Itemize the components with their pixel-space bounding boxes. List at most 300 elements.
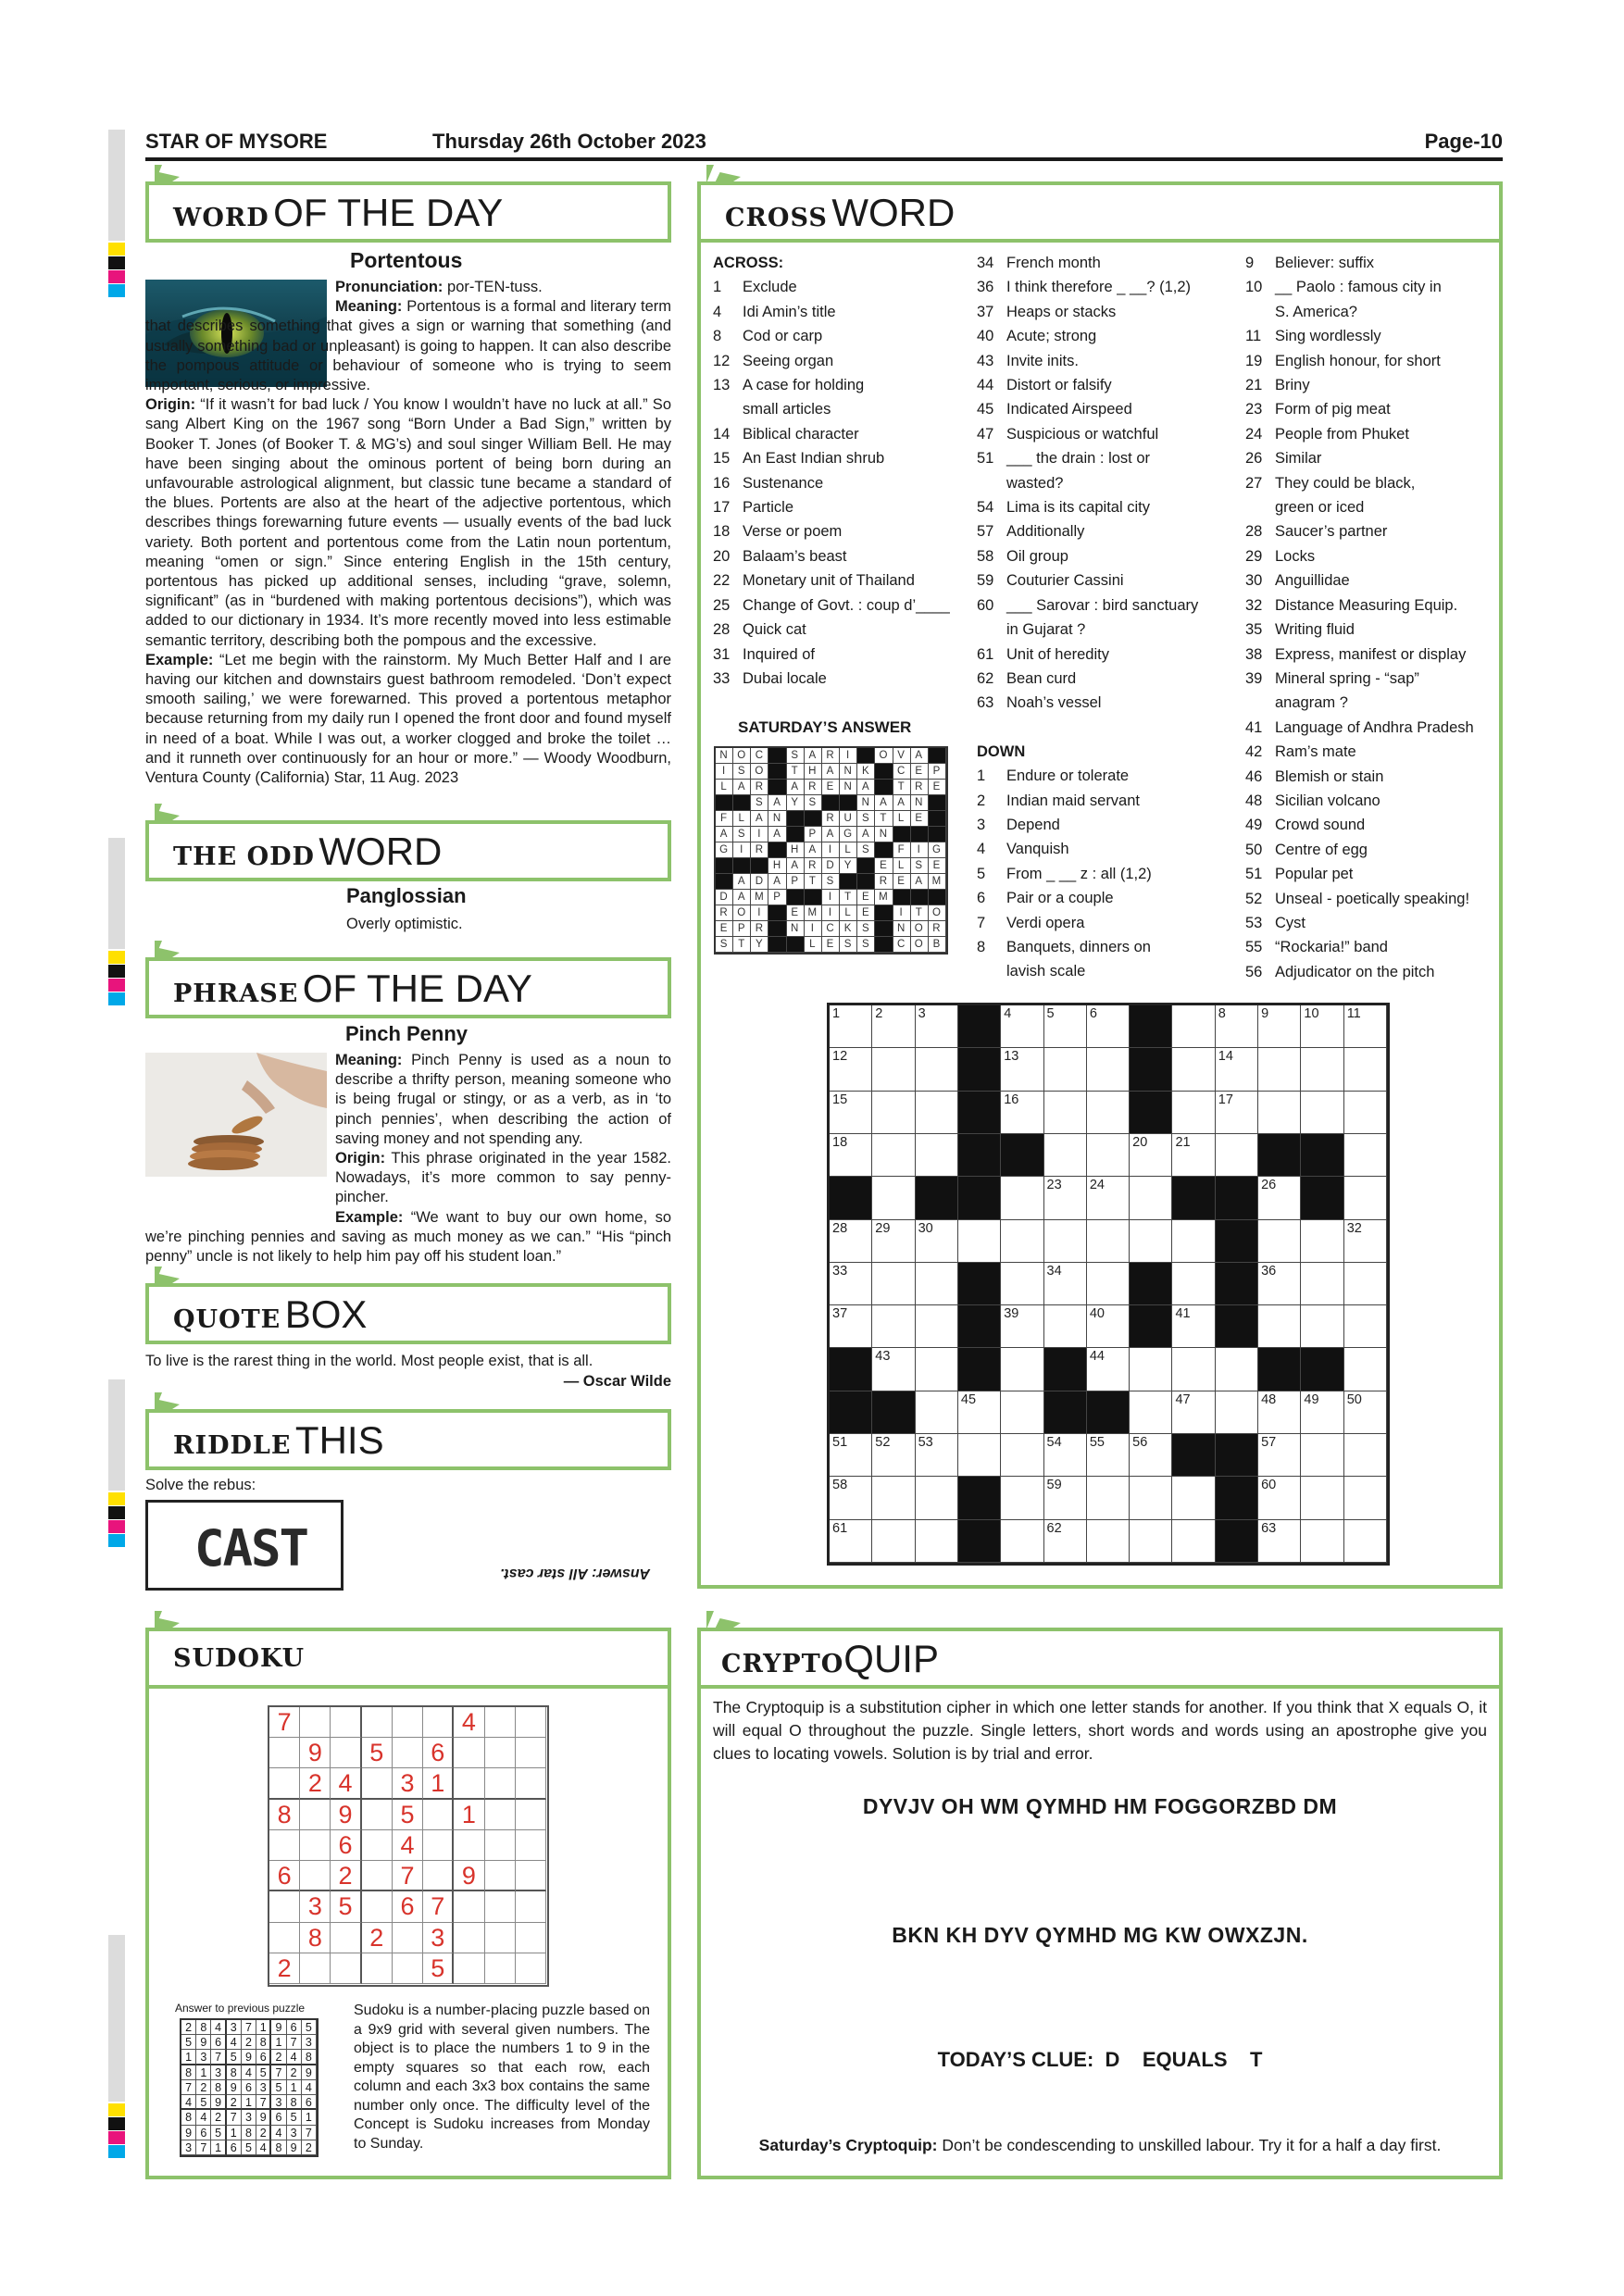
grid-cell[interactable] <box>830 1520 872 1563</box>
clue-number: 2 <box>977 792 986 809</box>
clue-number: 51 <box>977 450 994 468</box>
clue-text: Sing wordlessly <box>1275 328 1381 345</box>
grid-cell[interactable] <box>958 1220 1001 1263</box>
answer-digit: 9 <box>227 2080 242 2095</box>
sudoku-cell[interactable] <box>485 1738 516 1768</box>
answer-cell: I <box>733 842 751 858</box>
quote-text: To live is the rarest thing in the world. Most people exist, that is all. <box>145 1353 593 1369</box>
grid-cell[interactable] <box>1344 1134 1387 1177</box>
clue <box>1245 789 1474 813</box>
answer-cell: R <box>751 921 768 937</box>
clue <box>713 373 950 397</box>
grid-cell[interactable] <box>1216 1134 1258 1177</box>
grid-cell[interactable] <box>1258 1263 1301 1305</box>
answer-digit: 5 <box>302 2020 317 2035</box>
clue <box>1245 813 1474 837</box>
sudoku-cell[interactable] <box>393 1738 423 1768</box>
grid-cell[interactable] <box>1001 1092 1043 1134</box>
grid-cell[interactable] <box>830 1048 872 1091</box>
grid-cell[interactable] <box>1216 1348 1258 1391</box>
grid-cell[interactable] <box>1258 1305 1301 1348</box>
grid-cell[interactable] <box>1344 1520 1387 1563</box>
grid-cell[interactable] <box>1130 1477 1172 1519</box>
grid-block <box>1258 1134 1301 1177</box>
answer-digit: 2 <box>242 2035 256 2050</box>
grid-cell[interactable] <box>1001 1220 1043 1263</box>
answer-digit: 9 <box>256 2110 271 2125</box>
sudoku-cell[interactable] <box>362 1891 393 1922</box>
grid-cell[interactable] <box>1044 1477 1087 1519</box>
grid-cell[interactable] <box>1087 1305 1130 1348</box>
grid-cell[interactable] <box>1301 1048 1343 1091</box>
clue-text: ___ Sarovar : bird sanctuary <box>1006 596 1199 614</box>
clue <box>713 495 950 519</box>
cell-number: 51 <box>832 1435 848 1451</box>
sudoku-cell[interactable] <box>516 1707 546 1738</box>
sudoku-cell[interactable] <box>516 1923 546 1953</box>
answer-block <box>857 858 875 874</box>
grid-cell[interactable] <box>1044 1434 1087 1477</box>
grid-cell[interactable] <box>1172 1520 1215 1563</box>
grid-cell[interactable] <box>872 1134 915 1177</box>
title-small: PHRASE <box>173 980 299 1008</box>
sudoku-cell[interactable] <box>454 1738 484 1768</box>
grid-cell[interactable] <box>1258 1092 1301 1134</box>
cell-number: 36 <box>1261 1263 1277 1279</box>
clue-number: 60 <box>977 596 994 614</box>
answer-cell: Y <box>840 858 857 874</box>
clue <box>1245 324 1474 348</box>
clue-text: Pair or a couple <box>1006 890 1114 907</box>
answer-digit: 3 <box>242 2110 256 2125</box>
grid-cell[interactable] <box>1344 1348 1387 1391</box>
grid-cell[interactable] <box>1130 1434 1172 1477</box>
grid-cell[interactable] <box>872 1348 915 1391</box>
grid-cell[interactable] <box>1172 1005 1215 1048</box>
clue <box>1245 667 1474 691</box>
clue-text: Additionally <box>1006 523 1085 541</box>
grid-cell[interactable] <box>1001 1005 1043 1048</box>
grid-cell[interactable] <box>830 1220 872 1263</box>
answer-digit: 7 <box>227 2110 242 2125</box>
grid-cell[interactable] <box>1344 1177 1387 1219</box>
grid-cell[interactable] <box>1044 1177 1087 1219</box>
sudoku-cell[interactable] <box>485 1768 516 1799</box>
grid-cell[interactable] <box>1301 1220 1343 1263</box>
sudoku-cell[interactable] <box>485 1707 516 1738</box>
cell-number: 45 <box>960 1391 977 1407</box>
answer-cell: I <box>751 827 768 842</box>
answer-digit: 3 <box>181 2140 196 2155</box>
sudoku-cell[interactable] <box>393 1707 423 1738</box>
sudoku-cell[interactable] <box>300 1707 331 1738</box>
sudoku-cell[interactable] <box>331 1738 361 1768</box>
grid-cell[interactable] <box>958 1391 1001 1434</box>
clue <box>1245 397 1474 421</box>
grid-block <box>958 1092 1001 1134</box>
answer-digit: 4 <box>287 2050 302 2065</box>
grid-cell[interactable] <box>1087 1048 1130 1091</box>
grid-block <box>958 1005 1001 1048</box>
pronunciation: por-TEN-tuss. <box>447 279 543 295</box>
clue-number: 11 <box>1245 328 1262 345</box>
sudoku-cell[interactable] <box>423 1707 454 1738</box>
answer-digit: 1 <box>181 2050 196 2065</box>
sudoku-cell[interactable] <box>393 1923 423 1953</box>
answer-cell: I <box>822 890 840 905</box>
clue-number: 38 <box>1245 645 1263 663</box>
clue-number: 61 <box>977 645 994 663</box>
clue-text: An East Indian shrub <box>743 450 885 468</box>
sudoku-cell[interactable] <box>485 1923 516 1953</box>
sudoku-cell[interactable] <box>516 1891 546 1922</box>
sudoku-cell[interactable] <box>393 1953 423 1984</box>
grid-block <box>1216 1434 1258 1477</box>
sudoku-cell[interactable] <box>269 1891 300 1922</box>
grid-cell[interactable] <box>1001 1048 1043 1091</box>
grid-cell[interactable] <box>1344 1048 1387 1091</box>
grid-cell[interactable] <box>872 1220 915 1263</box>
sudoku-cell[interactable] <box>516 1738 546 1768</box>
answer-block <box>929 795 946 811</box>
grid-cell[interactable] <box>1087 1477 1130 1519</box>
grid-cell[interactable] <box>1044 1092 1087 1134</box>
grid-cell[interactable] <box>1301 1092 1343 1134</box>
grid-cell[interactable] <box>916 1477 958 1519</box>
grid-cell[interactable] <box>1172 1348 1215 1391</box>
grid-cell[interactable] <box>1258 1177 1301 1219</box>
answer-digit: 3 <box>211 2065 226 2080</box>
answer-cell: A <box>733 890 751 905</box>
grid-cell[interactable] <box>1087 1520 1130 1563</box>
sudoku-cell[interactable] <box>516 1768 546 1799</box>
sudoku-cell[interactable] <box>362 1768 393 1799</box>
sudoku-cell[interactable] <box>269 1923 300 1953</box>
grid-cell[interactable] <box>1258 1477 1301 1519</box>
word-of-day-body <box>145 278 671 788</box>
grid-cell[interactable] <box>872 1305 915 1348</box>
cell-number: 55 <box>1089 1435 1105 1451</box>
sudoku-cell[interactable] <box>300 1800 331 1830</box>
grid-cell[interactable] <box>916 1005 958 1048</box>
grid-cell[interactable] <box>1301 1305 1343 1348</box>
grid-cell[interactable] <box>1044 1220 1087 1263</box>
cell-number: 40 <box>1089 1306 1105 1322</box>
registration-cyan <box>108 284 125 297</box>
grid-cell[interactable] <box>1172 1134 1215 1177</box>
grid-cell[interactable] <box>1130 1220 1172 1263</box>
grid-cell[interactable] <box>1258 1391 1301 1434</box>
sudoku-grid <box>268 1705 549 1987</box>
sudoku-cell: 6 <box>269 1861 300 1891</box>
cell-number: 29 <box>875 1220 891 1236</box>
sudoku-cell[interactable] <box>485 1891 516 1922</box>
clue-text: Sicilian volcano <box>1275 792 1380 809</box>
answer-cell: S <box>787 748 805 764</box>
answer-block <box>805 890 822 905</box>
title-big: OF THE DAY <box>302 967 532 1010</box>
clue-text: Lima is its capital city <box>1006 499 1150 517</box>
answer-cell: N <box>893 921 911 937</box>
sudoku-cell: 5 <box>331 1891 361 1922</box>
phrase-body <box>145 1051 671 1267</box>
sudoku-cell[interactable] <box>485 1861 516 1891</box>
grid-cell[interactable] <box>1344 1092 1387 1134</box>
answer-digit: 1 <box>196 2065 211 2080</box>
quote-author: — Oscar Wilde <box>563 1373 671 1390</box>
cell-number: 44 <box>1089 1349 1105 1365</box>
clue <box>977 275 1198 299</box>
grid-cell[interactable] <box>1001 1348 1043 1391</box>
across-clues-col2 <box>977 251 1198 984</box>
grid-cell[interactable] <box>1130 1348 1172 1391</box>
grid-cell[interactable] <box>1344 1434 1387 1477</box>
answer-digit: 2 <box>256 2126 271 2140</box>
answer-digit: 8 <box>227 2065 242 2080</box>
grid-cell[interactable] <box>1044 1520 1087 1563</box>
grid-cell[interactable] <box>872 1263 915 1305</box>
sudoku-cell[interactable] <box>423 1830 454 1861</box>
grid-cell[interactable] <box>872 1434 915 1477</box>
grid-cell[interactable] <box>1344 1263 1387 1305</box>
grid-cell[interactable] <box>1172 1477 1215 1519</box>
grid-cell[interactable] <box>1258 1220 1301 1263</box>
grid-cell[interactable] <box>1087 1092 1130 1134</box>
grid-cell[interactable] <box>1130 1391 1172 1434</box>
grid-cell[interactable] <box>1044 1005 1087 1048</box>
grid-cell[interactable] <box>830 1005 872 1048</box>
grid-cell[interactable] <box>1044 1048 1087 1091</box>
answer-digit: 3 <box>302 2035 317 2050</box>
sudoku-cell[interactable] <box>454 1891 484 1922</box>
sudoku-cell[interactable] <box>454 1768 484 1799</box>
grid-cell[interactable] <box>830 1434 872 1477</box>
grid-cell[interactable] <box>1216 1391 1258 1434</box>
sudoku-cell[interactable] <box>331 1707 361 1738</box>
sudoku-cell[interactable] <box>423 1800 454 1830</box>
previous-answer-label: Answer to previous puzzle <box>175 2002 306 2015</box>
grid-cell[interactable] <box>1044 1134 1087 1177</box>
grid-cell[interactable] <box>1172 1305 1215 1348</box>
answer-block <box>840 874 857 890</box>
sudoku-cell: 2 <box>331 1861 361 1891</box>
grid-cell[interactable] <box>1301 1005 1343 1048</box>
grid-cell[interactable] <box>1344 1391 1387 1434</box>
grid-cell[interactable] <box>1258 1520 1301 1563</box>
clue-number: 8 <box>977 938 986 955</box>
answer-cell: R <box>751 842 768 858</box>
grid-cell[interactable] <box>1301 1520 1343 1563</box>
clue-number: 17 <box>713 499 731 517</box>
sudoku-cell[interactable] <box>516 1953 546 1984</box>
grid-cell[interactable] <box>1172 1048 1215 1091</box>
grid-cell[interactable] <box>872 1177 915 1219</box>
clue <box>977 667 1198 691</box>
clue-number: 8 <box>713 328 722 345</box>
sudoku-cell[interactable] <box>454 1923 484 1953</box>
sudoku-cell[interactable] <box>300 1861 331 1891</box>
cell-number: 57 <box>1261 1435 1277 1451</box>
sudoku-cell[interactable] <box>516 1830 546 1861</box>
grid-cell[interactable] <box>1044 1263 1087 1305</box>
grid-cell[interactable] <box>872 1092 915 1134</box>
answer-cell: A <box>768 827 786 842</box>
grid-cell[interactable] <box>1258 1434 1301 1477</box>
grid-cell[interactable] <box>1001 1305 1043 1348</box>
sudoku-cell[interactable] <box>362 1861 393 1891</box>
grid-cell[interactable] <box>958 1434 1001 1477</box>
grid-cell[interactable] <box>916 1092 958 1134</box>
sudoku-cell[interactable] <box>362 1707 393 1738</box>
grid-cell[interactable] <box>916 1134 958 1177</box>
grid-cell[interactable] <box>1172 1263 1215 1305</box>
grid-cell[interactable] <box>872 1520 915 1563</box>
sudoku-cell[interactable] <box>269 1830 300 1861</box>
grid-cell[interactable] <box>872 1048 915 1091</box>
grid-cell[interactable] <box>1001 1177 1043 1219</box>
sudoku-cell[interactable] <box>485 1830 516 1861</box>
sudoku-cell[interactable] <box>269 1738 300 1768</box>
clue-number: 54 <box>977 499 994 517</box>
answer-digit: 9 <box>287 2140 302 2155</box>
sudoku-cell[interactable] <box>300 1953 331 1984</box>
answer-digit: 8 <box>242 2126 256 2140</box>
grid-cell[interactable] <box>916 1520 958 1563</box>
grid-cell[interactable] <box>1216 1048 1258 1091</box>
answer-cell: A <box>751 811 768 827</box>
sudoku-cell[interactable] <box>362 1800 393 1830</box>
sudoku-cell[interactable] <box>331 1923 361 1953</box>
answer-cell: L <box>893 811 911 827</box>
grid-cell[interactable] <box>872 1005 915 1048</box>
answer-block <box>875 905 893 921</box>
grid-cell[interactable] <box>830 1092 872 1134</box>
grid-cell[interactable] <box>1172 1092 1215 1134</box>
clue-text: Distance Measuring Equip. <box>1275 596 1458 614</box>
sudoku-cell[interactable] <box>485 1800 516 1830</box>
grid-cell[interactable] <box>1258 1048 1301 1091</box>
grid-cell[interactable] <box>1087 1134 1130 1177</box>
clue-text: Locks <box>1275 547 1316 565</box>
sudoku-cell[interactable] <box>454 1953 484 1984</box>
grid-cell[interactable] <box>1001 1477 1043 1519</box>
sudoku-cell: 4 <box>454 1707 484 1738</box>
sudoku-cell[interactable] <box>423 1861 454 1891</box>
example-label: Example: <box>335 1208 404 1226</box>
sudoku-cell[interactable] <box>454 1830 484 1861</box>
grid-cell[interactable] <box>830 1477 872 1519</box>
grid-cell[interactable] <box>916 1391 958 1434</box>
registration-magenta <box>108 979 125 992</box>
grid-cell[interactable] <box>1087 1263 1130 1305</box>
answer-digit: 7 <box>211 2050 226 2065</box>
answer-cell: H <box>787 842 805 858</box>
grid-cell[interactable] <box>916 1263 958 1305</box>
grid-cell[interactable] <box>1087 1434 1130 1477</box>
grid-cell[interactable] <box>830 1305 872 1348</box>
answer-digit: 8 <box>287 2095 302 2110</box>
grid-cell[interactable] <box>1001 1434 1043 1477</box>
clue-text: Idi Amin’s title <box>743 303 836 320</box>
grid-cell[interactable] <box>1001 1263 1043 1305</box>
grid-block <box>1044 1391 1087 1434</box>
answer-cell: M <box>929 874 946 890</box>
grid-cell[interactable] <box>1087 1177 1130 1219</box>
sudoku-cell: 9 <box>331 1800 361 1830</box>
grid-cell[interactable] <box>916 1348 958 1391</box>
grid-cell[interactable] <box>1301 1477 1343 1519</box>
answer-cell: K <box>857 764 875 780</box>
grid-cell[interactable] <box>872 1477 915 1519</box>
grid-cell[interactable] <box>1001 1520 1043 1563</box>
clue <box>713 544 950 568</box>
grid-cell[interactable] <box>1087 1005 1130 1048</box>
sudoku-cell[interactable] <box>516 1861 546 1891</box>
grid-cell[interactable] <box>916 1048 958 1091</box>
grid-cell[interactable] <box>830 1263 872 1305</box>
sudoku-cell[interactable] <box>516 1800 546 1830</box>
grid-cell[interactable] <box>1130 1134 1172 1177</box>
grid-cell[interactable] <box>916 1220 958 1263</box>
clue-text: Mineral spring - “sap” <box>1275 669 1419 687</box>
registration-bar <box>108 838 125 949</box>
clue-number: 55 <box>1245 939 1263 956</box>
grid-cell[interactable] <box>1216 1005 1258 1048</box>
grid-cell[interactable] <box>1130 1177 1172 1219</box>
answer-cell: S <box>911 858 929 874</box>
grid-cell[interactable] <box>1172 1391 1215 1434</box>
grid-cell[interactable] <box>1001 1391 1043 1434</box>
sudoku-cell[interactable] <box>362 1830 393 1861</box>
sudoku-cell[interactable] <box>362 1953 393 1984</box>
clue <box>977 373 1198 397</box>
answer-digit: 2 <box>181 2020 196 2035</box>
grid-cell[interactable] <box>916 1434 958 1477</box>
grid-cell[interactable] <box>1130 1520 1172 1563</box>
grid-cell[interactable] <box>1087 1348 1130 1391</box>
clue <box>977 813 1198 837</box>
clue-number: 27 <box>1245 474 1263 492</box>
grid-cell[interactable] <box>1301 1391 1343 1434</box>
sudoku-cell[interactable] <box>331 1953 361 1984</box>
grid-cell[interactable] <box>1344 1220 1387 1263</box>
clue-number: 53 <box>1245 914 1263 931</box>
grid-cell[interactable] <box>1344 1005 1387 1048</box>
grid-cell[interactable] <box>1301 1263 1343 1305</box>
clue-text: Balaam’s beast <box>743 547 847 565</box>
answer-block <box>768 764 786 780</box>
answer-block <box>929 748 946 764</box>
clue <box>1245 446 1474 470</box>
sudoku-cell[interactable] <box>300 1830 331 1861</box>
grid-cell[interactable] <box>1301 1434 1343 1477</box>
grid-cell[interactable] <box>1172 1220 1215 1263</box>
grid-cell[interactable] <box>1344 1477 1387 1519</box>
grid-cell[interactable] <box>830 1134 872 1177</box>
grid-cell[interactable] <box>1258 1005 1301 1048</box>
grid-cell[interactable] <box>916 1305 958 1348</box>
clue-text: Invite inits. <box>1006 352 1079 369</box>
answer-block <box>716 858 733 874</box>
cryptoquip-clue: TODAY’S CLUE: D EQUALS T <box>937 2048 1263 2071</box>
sudoku-cell[interactable] <box>485 1953 516 1984</box>
grid-cell[interactable] <box>1087 1220 1130 1263</box>
sudoku-cell[interactable] <box>269 1768 300 1799</box>
answer-digit: 4 <box>211 2020 226 2035</box>
grid-cell[interactable] <box>1216 1092 1258 1134</box>
grid-cell[interactable] <box>1044 1305 1087 1348</box>
grid-cell[interactable] <box>1344 1305 1387 1348</box>
